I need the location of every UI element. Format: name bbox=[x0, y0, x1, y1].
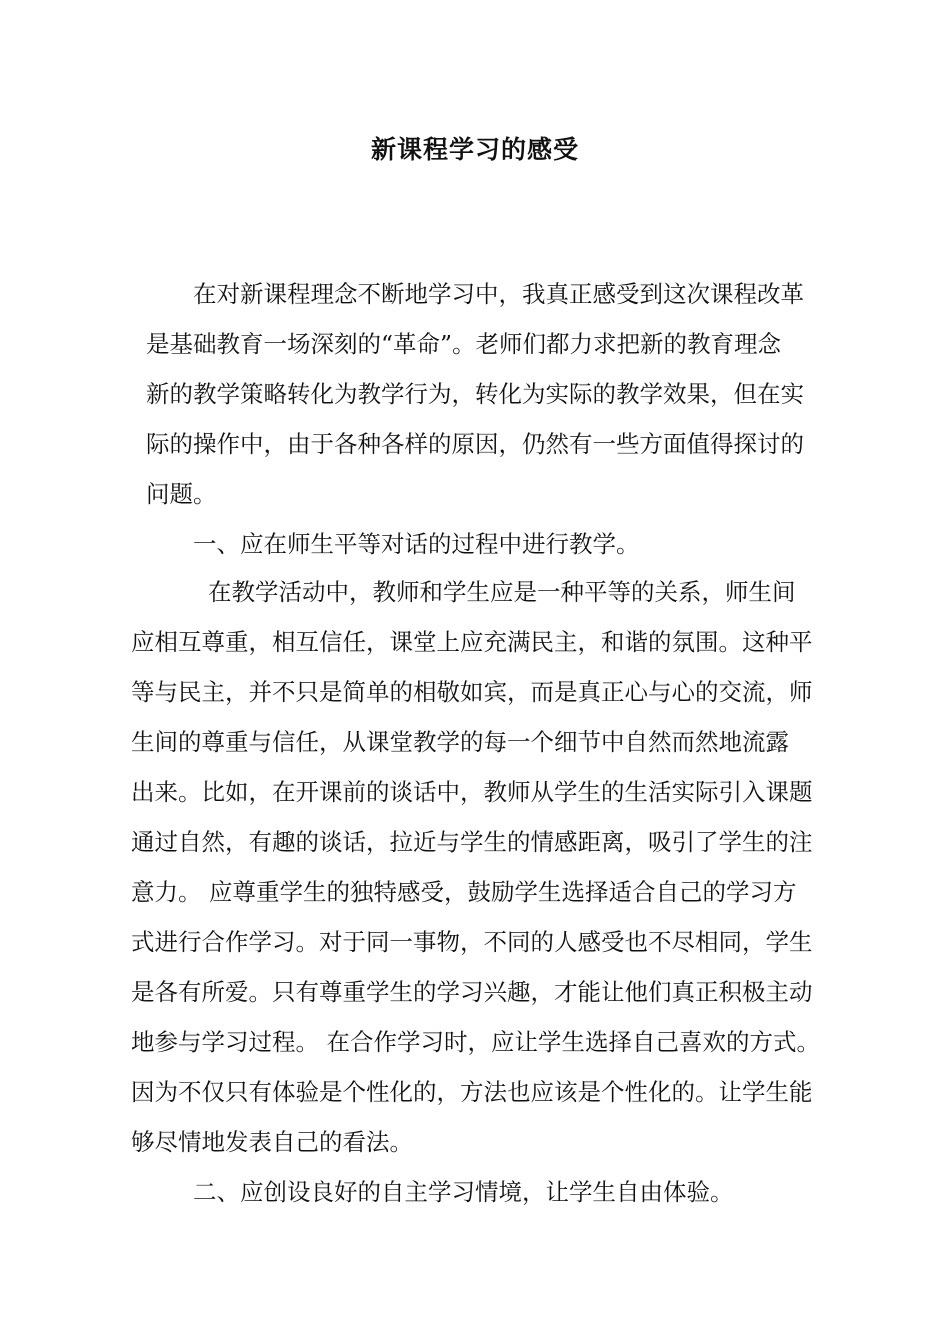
text-line: 因为不仅只有体验是个性化的，方法也应该是个性化的。让学生能 bbox=[131, 1078, 813, 1106]
text-line: 意力。 应尊重学生的独特感受，鼓励学生选择适合自己的学习方 bbox=[131, 878, 797, 906]
text-line: 通过自然，有趣的谈话，拉近与学生的情感距离，吸引了学生的注 bbox=[131, 828, 813, 856]
text-line: 在对新课程理念不断地学习中，我真正感受到这次课程改革 bbox=[193, 280, 804, 308]
text-line: 地参与学习过程。 在合作学习时，应让学生选择自己喜欢的方式。 bbox=[131, 1028, 820, 1056]
text-line: 生间的尊重与信任，从课堂教学的每一个细节中自然而然地流露 bbox=[131, 728, 789, 756]
text-line: 是基础教育一场深刻的“革命”。老师们都力求把新的教育理念 bbox=[146, 330, 782, 358]
section-heading-1: 一、应在师生平等对话的过程中进行教学。 bbox=[193, 530, 640, 558]
text-line: 际的操作中，由于各种各样的原因，仍然有一些方面值得探讨的 bbox=[146, 430, 804, 458]
text-line: 是各有所爱。只有尊重学生的学习兴趣，才能让他们真正积极主动 bbox=[131, 978, 813, 1006]
text-line: 新的教学策略转化为教学行为，转化为实际的教学效果，但在实 bbox=[146, 380, 804, 408]
text-line: 问题。 bbox=[146, 480, 217, 508]
text-line: 式进行合作学习。对于同一事物，不同的人感受也不尽相同，学生 bbox=[131, 928, 813, 956]
text-line: 出来。比如，在开课前的谈话中，教师从学生的生活实际引入课题 bbox=[131, 778, 813, 806]
document-title: 新课程学习的感受 bbox=[370, 135, 579, 164]
section-heading-2: 二、应创设良好的自主学习情境，让学生自由体验。 bbox=[193, 1178, 734, 1206]
text-line: 等与民主，并不只是简单的相敬如宾，而是真正心与心的交流，师 bbox=[131, 678, 813, 706]
text-line: 够尽情地发表自己的看法。 bbox=[131, 1128, 413, 1156]
text-line: 在教学活动中，教师和学生应是一种平等的关系，师生间 bbox=[208, 578, 796, 606]
text-line: 应相互尊重，相互信任，课堂上应充满民主，和谐的氛围。这种平 bbox=[131, 628, 813, 656]
